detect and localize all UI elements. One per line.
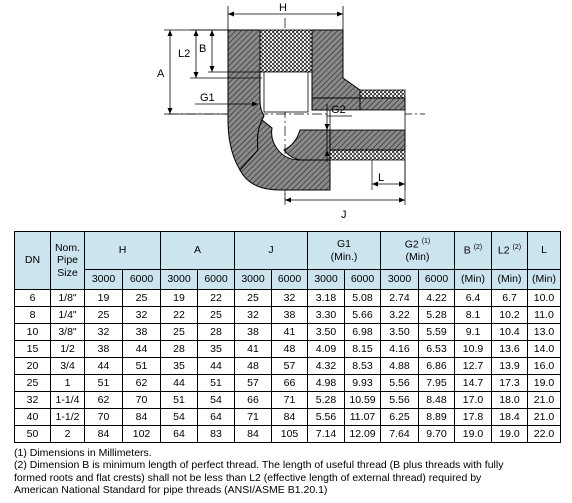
table-cell: 40 (15, 409, 51, 426)
table-cell: 48 (272, 341, 308, 358)
footnote-2-line-3: American National Standard for pipe threads (ANSI/ASME B1.20.1) (14, 483, 328, 496)
header-dn: DN (15, 232, 51, 290)
table-cell: 35 (161, 358, 198, 375)
table-cell: 12.7 (455, 358, 492, 375)
footnote-1: (1) Dimensions in Millimeters. (14, 447, 152, 459)
table-cell: 3.50 (308, 324, 345, 341)
table-cell: 28 (161, 341, 198, 358)
table-cell: 5.56 (381, 375, 419, 392)
table-cell: 3.18 (308, 290, 345, 307)
table-cell: 22 (161, 307, 198, 324)
table-cell: 51 (85, 375, 123, 392)
table-cell: 10.59 (345, 392, 381, 409)
table-cell: 7.14 (308, 426, 345, 443)
table-cell: 57 (235, 375, 272, 392)
street-elbow-drawing (0, 0, 572, 226)
sub-header-j-6000: 6000 (272, 270, 308, 290)
table-cell: 17.0 (455, 392, 492, 409)
table-cell: 51 (198, 375, 235, 392)
table-cell: 25 (123, 290, 161, 307)
sub-header-h-3000: 3000 (85, 270, 123, 290)
table-cell: 25 (198, 307, 235, 324)
table-cell: 6.4 (455, 290, 492, 307)
table-cell: 5.28 (419, 307, 455, 324)
table-row (15, 409, 561, 426)
table-cell: 44 (123, 341, 161, 358)
table-cell: 20 (15, 358, 51, 375)
label-l2: L2 (178, 48, 191, 60)
table-cell: 41 (235, 341, 272, 358)
table-cell: 66 (272, 375, 308, 392)
sub-header-h-6000: 6000 (123, 270, 161, 290)
sub-header-g1-3000: 3000 (308, 270, 345, 290)
table-cell: 22 (198, 290, 235, 307)
sub-header-l2-min: (Min) (492, 270, 528, 290)
table-cell: 16.0 (528, 358, 561, 375)
table-cell: 3.50 (381, 324, 419, 341)
table-cell: 4.88 (381, 358, 419, 375)
dimension-l (372, 160, 405, 190)
header-a: A (161, 232, 235, 270)
table-cell: 18.4 (492, 409, 528, 426)
header-l: L (528, 232, 561, 270)
label-a: A (157, 68, 165, 80)
table-cell: 1-1/2 (51, 409, 85, 426)
table-cell: 8 (15, 307, 51, 324)
table-cell: 17.3 (492, 375, 528, 392)
table-cell: 22.0 (528, 426, 561, 443)
table-cell: 4.22 (419, 290, 455, 307)
table-cell: 3.22 (381, 307, 419, 324)
table-cell: 1/8" (51, 290, 85, 307)
table-cell: 57 (272, 358, 308, 375)
table-row (15, 392, 561, 409)
label-g2: G2 (331, 104, 346, 116)
table-cell: 11.07 (345, 409, 381, 426)
table-cell: 3/8" (51, 324, 85, 341)
sub-header-g1-6000: 6000 (345, 270, 381, 290)
table-cell: 5.66 (345, 307, 381, 324)
table-cell: 84 (235, 426, 272, 443)
label-h: H (279, 2, 287, 14)
table-cell: 54 (198, 392, 235, 409)
table-row (15, 426, 561, 443)
sub-header-a-3000: 3000 (161, 270, 198, 290)
sub-header-b-min: (Min) (455, 270, 492, 290)
table-cell: 9.70 (419, 426, 455, 443)
header-g1: G1 (Min.) (308, 232, 381, 270)
table-cell: 44 (198, 358, 235, 375)
dimension-h (228, 2, 343, 30)
table-cell: 19.0 (492, 426, 528, 443)
table-cell: 32 (235, 307, 272, 324)
table-cell: 8.1 (455, 307, 492, 324)
table-cell: 32 (123, 307, 161, 324)
table-cell: 25 (235, 290, 272, 307)
label-j: J (341, 209, 347, 221)
table-cell: 25 (85, 307, 123, 324)
table-cell: 62 (85, 392, 123, 409)
table-cell: 11.0 (528, 307, 561, 324)
table-cell: 4.16 (381, 341, 419, 358)
header-j: J (235, 232, 308, 270)
table-row (15, 307, 561, 324)
header-nom-pipe-size: Nom. Pipe Size (51, 232, 85, 290)
table-cell: 44 (161, 375, 198, 392)
table-cell: 15 (15, 341, 51, 358)
table-cell: 10.4 (492, 324, 528, 341)
table-cell: 10.0 (528, 290, 561, 307)
table-cell: 3.30 (308, 307, 345, 324)
table-cell: 3/4 (51, 358, 85, 375)
table-cell: 6.98 (345, 324, 381, 341)
table-cell: 7.64 (381, 426, 419, 443)
table-cell: 25 (161, 324, 198, 341)
header-b: B $^{(2)}$ (455, 232, 492, 270)
table-cell: 44 (85, 358, 123, 375)
table-cell: 51 (123, 358, 161, 375)
table-cell: 84 (272, 409, 308, 426)
table-cell: 21.0 (528, 392, 561, 409)
table-cell: 19.0 (528, 375, 561, 392)
table-cell: 35 (198, 341, 235, 358)
table-cell: 6 (15, 290, 51, 307)
table-cell: 14.0 (528, 341, 561, 358)
table-cell: 19.0 (455, 426, 492, 443)
table-cell: 6.53 (419, 341, 455, 358)
table-cell: 8.53 (345, 358, 381, 375)
table-cell: 6.86 (419, 358, 455, 375)
table-cell: 5.08 (345, 290, 381, 307)
table-cell: 38 (123, 324, 161, 341)
table-cell: 71 (235, 409, 272, 426)
sub-header-g2-6000: 6000 (419, 270, 455, 290)
table-cell: 21.0 (528, 409, 561, 426)
header-g2: G2 $^{(1)}$ (Min) (381, 232, 455, 270)
table-cell: 83 (198, 426, 235, 443)
table-cell: 84 (123, 409, 161, 426)
table-cell: 2.74 (381, 290, 419, 307)
sub-header-l-min: (Min) (528, 270, 561, 290)
table-cell: 2 (51, 426, 85, 443)
footnotes (14, 447, 572, 496)
table-cell: 62 (123, 375, 161, 392)
table-cell: 1/2 (51, 341, 85, 358)
table-cell: 32 (272, 290, 308, 307)
table-cell: 1 (51, 375, 85, 392)
table-cell: 5.28 (308, 392, 345, 409)
table-cell: 8.89 (419, 409, 455, 426)
bore (264, 72, 308, 112)
table-cell: 14.7 (455, 375, 492, 392)
footnote-2-line-1: (2) Dimension B is minimum length of perfect thread. The length of useful thread (B plus threads with fully (14, 459, 504, 472)
table-cell: 8.15 (345, 341, 381, 358)
label-b: B (199, 43, 207, 55)
table-cell: 64 (161, 426, 198, 443)
female-thread (260, 30, 312, 72)
table-cell: 5.56 (308, 409, 345, 426)
table-cell: 66 (235, 392, 272, 409)
table-cell: 102 (123, 426, 161, 443)
table-cell: 32 (15, 392, 51, 409)
table-cell: 32 (85, 324, 123, 341)
table-cell: 4.09 (308, 341, 345, 358)
table-cell: 19 (85, 290, 123, 307)
table-cell: 9.1 (455, 324, 492, 341)
table-cell: 64 (198, 409, 235, 426)
table-cell: 51 (161, 392, 198, 409)
table-cell: 13.6 (492, 341, 528, 358)
table-cell: 4.98 (308, 375, 345, 392)
table-cell: 28 (198, 324, 235, 341)
header-h: H (85, 232, 161, 270)
table-row (15, 324, 561, 341)
table-cell: 1-1/4 (51, 392, 85, 409)
table-cell: 10.9 (455, 341, 492, 358)
dimension-table (14, 231, 561, 443)
table-cell: 7.95 (419, 375, 455, 392)
sub-header-j-3000: 3000 (235, 270, 272, 290)
table-cell: 70 (123, 392, 161, 409)
table-row (15, 341, 561, 358)
label-l: L (378, 172, 385, 184)
table-cell: 6.25 (381, 409, 419, 426)
table-cell: 10 (15, 324, 51, 341)
table-cell: 13.0 (528, 324, 561, 341)
table-cell: 18.0 (492, 392, 528, 409)
sub-header-g2-3000: 3000 (381, 270, 419, 290)
header-l2: L2 $^{(2)}$ (492, 232, 528, 270)
table-cell: 38 (235, 324, 272, 341)
table-cell: 25 (15, 375, 51, 392)
table-cell: 12.09 (345, 426, 381, 443)
table-body (15, 290, 561, 443)
table-cell: 38 (272, 307, 308, 324)
sub-header-a-6000: 6000 (198, 270, 235, 290)
table-cell: 50 (15, 426, 51, 443)
table-cell: 71 (272, 392, 308, 409)
table-cell: 84 (85, 426, 123, 443)
table-cell: 5.56 (381, 392, 419, 409)
table-cell: 1/4" (51, 307, 85, 324)
table-cell: 8.48 (419, 392, 455, 409)
table-row (15, 358, 561, 375)
table-row (15, 290, 561, 307)
table-cell: 13.9 (492, 358, 528, 375)
table-cell: 4.32 (308, 358, 345, 375)
table-cell: 48 (235, 358, 272, 375)
table-cell: 38 (85, 341, 123, 358)
table-cell: 9.93 (345, 375, 381, 392)
footnote-2-line-2: formed roots and flat crests) shall not be less than L2 (effective length of external thread) required by (14, 471, 482, 484)
table-cell: 6.7 (492, 290, 528, 307)
table-cell: 10.2 (492, 307, 528, 324)
table-cell: 17.8 (455, 409, 492, 426)
label-g1: G1 (200, 92, 215, 104)
table-cell: 105 (272, 426, 308, 443)
table-cell: 70 (85, 409, 123, 426)
table-cell: 5.59 (419, 324, 455, 341)
table-cell: 54 (161, 409, 198, 426)
table-cell: 41 (272, 324, 308, 341)
table-row (15, 375, 561, 392)
table-cell: 19 (161, 290, 198, 307)
